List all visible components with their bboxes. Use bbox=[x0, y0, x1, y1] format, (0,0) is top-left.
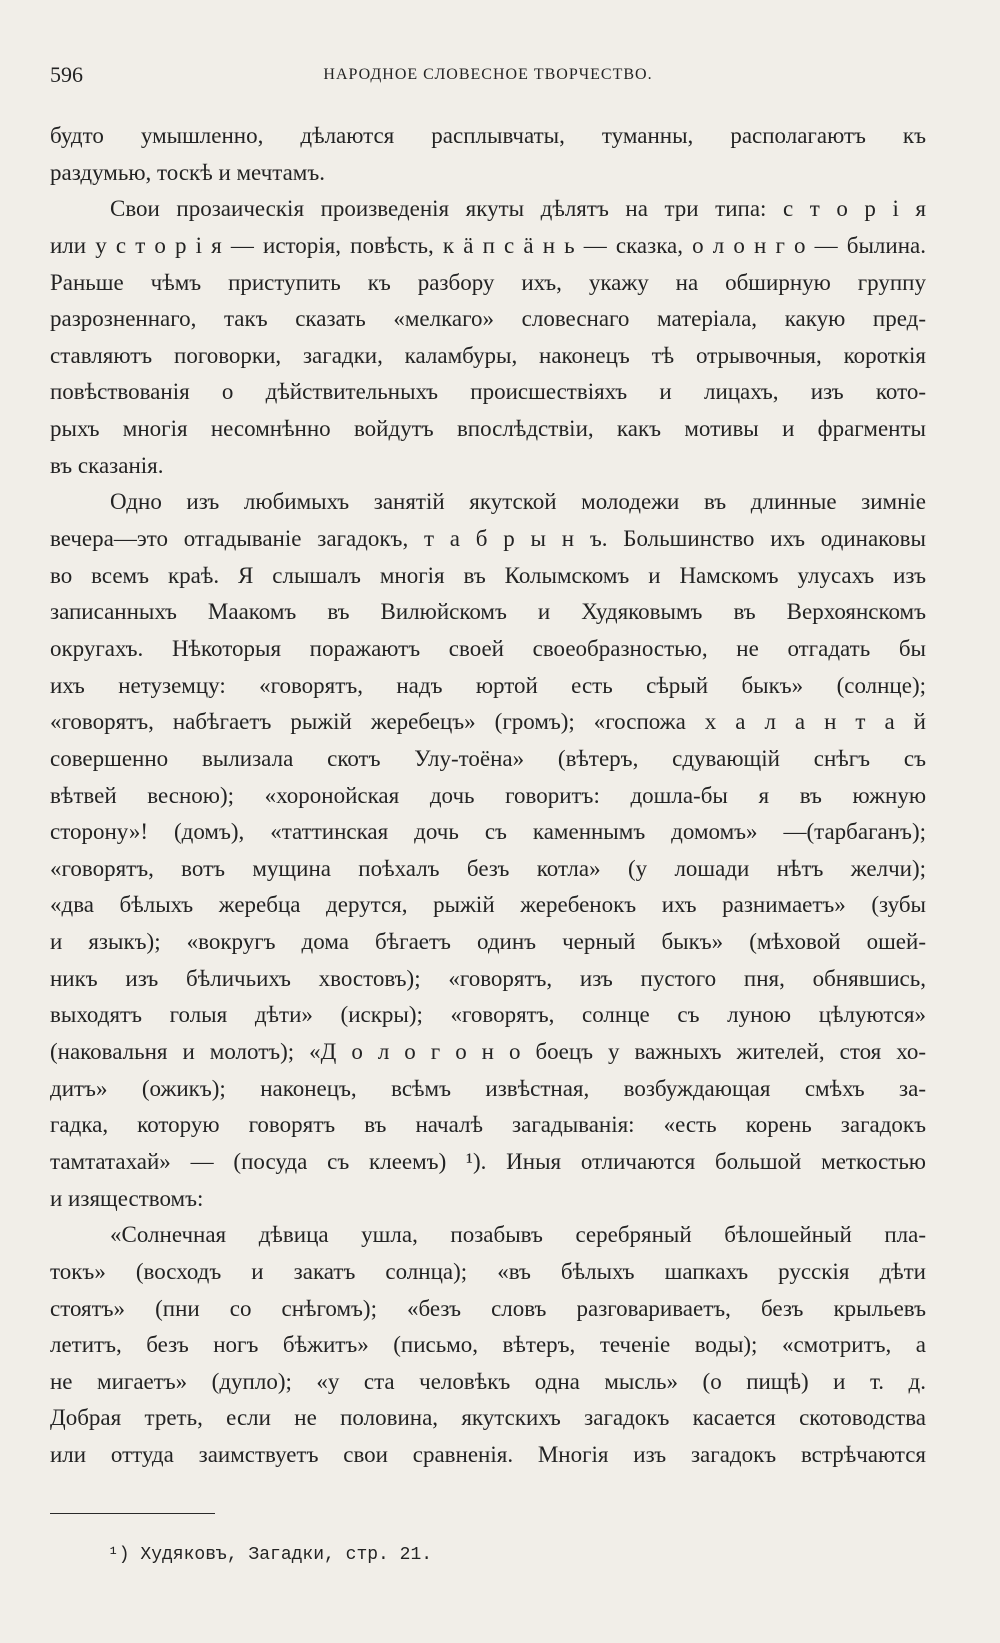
footnote: ¹) Худяковъ, Загадки, стр. 21. bbox=[108, 1545, 433, 1565]
text-line: токъ» (восходъ и закатъ солнца); «въ бѣлыхъ шапкахъ русскія дѣти bbox=[50, 1258, 926, 1284]
text-line: ставляютъ поговорки, загадки, каламбуры, наконецъ тѣ отрывочныя, короткія bbox=[50, 342, 926, 368]
text-line: рыхъ многія несомнѣнно войдутъ впослѣдствіи, какъ мотивы и фрагменты bbox=[50, 416, 926, 442]
text-line: и изяществомъ: bbox=[50, 1185, 204, 1211]
page-header bbox=[50, 62, 926, 92]
text-line: «Солнечная дѣвица ушла, позабывъ серебряный бѣлошейный пла- bbox=[110, 1222, 926, 1248]
text-line: Свои прозаическія произведенія якуты дѣлятъ на три типа: с т о р і я bbox=[110, 196, 926, 222]
text-line: выходятъ голыя дѣти» (искры); «говорятъ, солнце съ луною цѣлуются» bbox=[50, 1002, 926, 1028]
text-line: Одно изъ любимыхъ занятій якутской молодежи въ длинные зимніе bbox=[110, 489, 926, 515]
text-line: (наковальня и молотъ); «Д о л о г о н о бoецъ у важныхъ жителей, стоя хо- bbox=[50, 1039, 926, 1065]
page-number: 596 bbox=[50, 62, 83, 87]
text-line: разрозненнаго, такъ сказать «мелкаго» словеснаго матеріала, какую пред- bbox=[50, 306, 926, 332]
text-line: вечера—это отгадываніе загадокъ, т а б р ы н ъ. Большинство ихъ одинаковы bbox=[50, 526, 926, 552]
text-line: тамтатахай» — (посуда съ клеемъ) ¹). Иныя отличаются большой меткостью bbox=[50, 1148, 926, 1174]
text-line: никъ изъ бѣличьихъ хвостовъ); «говорятъ, изъ пустого пня, обнявшись, bbox=[50, 965, 926, 991]
text-line: вѣтвей весною); «хоронойская дочь говоритъ: дошла-бы я въ южную bbox=[50, 782, 926, 808]
text-line: гадка, которую говорятъ въ началѣ загадыванія: «есть корень загадокъ bbox=[50, 1112, 926, 1138]
body-text bbox=[50, 118, 926, 1474]
text-line: и языкъ); «вокругъ дома бѣгаетъ одинъ черный быкъ» (мѣховой ошей- bbox=[50, 929, 926, 955]
text-line: не мигаетъ» (дупло); «у ста человѣкъ одна мысль» (о пищѣ) и т. д. bbox=[50, 1368, 926, 1394]
text-line: или оттуда заимствуетъ свои сравненія. Многія изъ загадокъ встрѣчаются bbox=[50, 1442, 926, 1468]
text-line: ихъ нетуземцу: «говорятъ, надъ юртой есть сѣрый быкъ» (солнце); bbox=[50, 672, 926, 698]
text-line: раздумью, тоскѣ и мечтамъ. bbox=[50, 159, 326, 185]
text-line: «говорятъ, набѣгаетъ рыжій жеребецъ» (громъ); «госпожа х а л а н т а й bbox=[50, 709, 926, 735]
text-line: стоятъ» (пни со снѣгомъ); «безъ словъ разговариваетъ, безъ крыльевъ bbox=[50, 1295, 926, 1321]
text-line: «два бѣлыхъ жеребца дерутся, рыжій жеребенокъ ихъ разнимаетъ» (зубы bbox=[50, 892, 926, 918]
text-line: «говорятъ, вотъ мущина поѣхалъ безъ котла» (у лошади нѣтъ желчи); bbox=[50, 855, 926, 881]
footnote-rule bbox=[50, 1513, 215, 1514]
text-line: Добрая треть, если не половина, якутскихъ загадокъ касается скотоводства bbox=[50, 1405, 926, 1431]
text-line: въ сказанія. bbox=[50, 452, 164, 478]
text-line: будто умышленно, дѣлаются расплывчаты, туманны, располагаютъ къ bbox=[50, 123, 926, 148]
text-line: округахъ. Нѣкоторыя поражаютъ своей своеобразностью, не отгадать бы bbox=[50, 635, 926, 661]
text-line: летитъ, безъ ногъ бѣжитъ» (письмо, вѣтеръ, теченіе воды); «смотритъ, а bbox=[50, 1332, 926, 1358]
running-title: НАРОДНОЕ СЛОВЕСНОЕ ТВОРЧЕСТВО. bbox=[323, 66, 653, 83]
text-line: совершенно вылизала скотъ Улу-тоёна» (вѣтеръ, сдувающій снѣгъ съ bbox=[50, 745, 926, 771]
text-line: во всемъ краѣ. Я слышалъ многія въ Колымскомъ и Намскомъ улусахъ изъ bbox=[50, 562, 926, 588]
text-line: записанныхъ Маакомъ въ Вилюйскомъ и Худяковымъ въ Верхоянскомъ bbox=[50, 599, 926, 625]
text-line: повѣствованія о дѣйствительныхъ происшествіяхъ и лицахъ, изъ кото- bbox=[50, 379, 926, 405]
text-line: сторону»! (домъ), «таттинская дочь съ каменнымъ домомъ» —(тарбаганъ); bbox=[50, 819, 926, 845]
text-line: или у с т о р і я — исторія, повѣсть, к ä п с ä н ь — сказка, о л о н г о — былина. bbox=[50, 232, 926, 258]
text-line: дитъ» (ожикъ); наконецъ, всѣмъ извѣстная, возбуждающая смѣхъ за- bbox=[50, 1075, 926, 1101]
text-line: Раньше чѣмъ приступить къ разбору ихъ, укажу на обширную группу bbox=[50, 269, 926, 295]
